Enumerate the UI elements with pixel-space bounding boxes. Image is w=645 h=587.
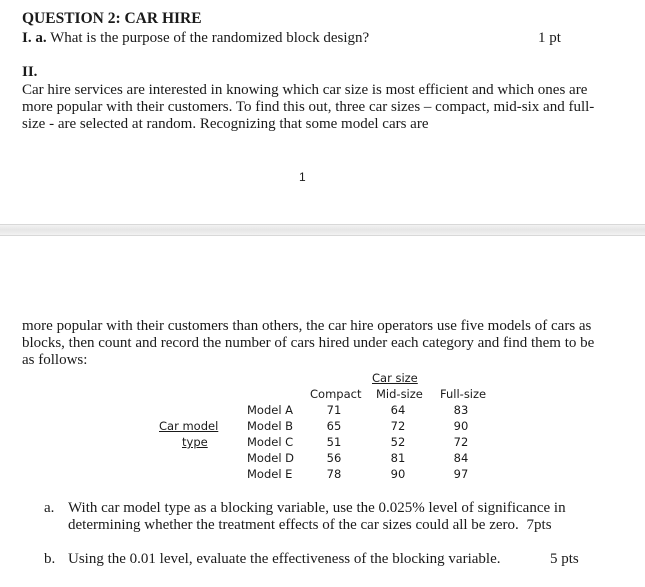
table-row-label: Model E (247, 467, 293, 481)
task-b (44, 551, 604, 569)
table-cell: 65 (326, 419, 342, 433)
table-row-label: Model B (247, 419, 294, 433)
task-marker: b. (44, 551, 56, 567)
table-cell: 97 (453, 467, 469, 481)
table-cell: 84 (453, 451, 469, 465)
page-break (0, 224, 645, 236)
part-i-points: 1 pt (538, 30, 561, 46)
table-cell: 90 (453, 419, 469, 433)
part-i-question (22, 30, 369, 47)
task-marker: a. (44, 500, 55, 516)
part-i-letter: a. (35, 30, 47, 46)
row-group-label-line1: Car model (159, 419, 219, 433)
question-title: QUESTION 2: CAR HIRE (22, 10, 202, 27)
table-cell: 78 (326, 467, 342, 481)
table-cell: 71 (326, 403, 342, 417)
table-cell: 81 (390, 451, 406, 465)
table-cell: 56 (326, 451, 342, 465)
task-body (68, 551, 606, 568)
task-body (68, 500, 606, 534)
column-header-compact: Compact (310, 387, 362, 401)
table-row-label: Model D (247, 451, 295, 465)
table-cell: 72 (390, 419, 406, 433)
table-cell: 72 (453, 435, 469, 449)
part-ii-label: II. (22, 64, 38, 80)
table-cell: 90 (390, 467, 406, 481)
task-a (44, 500, 604, 536)
task-text: Using the 0.01 level, evaluate the effectiveness of the blocking variable. (68, 551, 501, 567)
table-cell: 52 (390, 435, 406, 449)
column-header-mid-size: Mid-size (376, 387, 423, 401)
column-header-full-size: Full-size (440, 387, 487, 401)
intro-paragraph-page1: Car hire services are interested in knowing which car size is most efficient and which ones are more popular with their customers. To find this out, three car sizes – compact, mid-six and full-size - are selected at random. Recognizing that some model cars are (22, 82, 595, 132)
task-text: With car model type as a blocking variable, use the 0.025% level of significance in determining whether the treatment effects of the car sizes could all be zero. (68, 500, 566, 533)
page-number: 1 (299, 170, 306, 184)
part-i-prefix: I. (22, 30, 32, 46)
row-group-label-line2: type (182, 435, 208, 449)
table-cell: 51 (326, 435, 342, 449)
table-cell: 64 (390, 403, 406, 417)
column-group-header: Car size (372, 371, 418, 385)
task-b-points: 5 pts (550, 551, 579, 567)
table-cell: 83 (453, 403, 469, 417)
part-i-text: What is the purpose of the randomized block design? (50, 30, 370, 46)
table-row-label: Model C (247, 435, 294, 449)
table-row-label: Model A (247, 403, 294, 417)
task-points: 7pts (526, 517, 552, 533)
intro-paragraph-page2: more popular with their customers than others, the car hire operators use five models of cars as blocks, then count and record the number of cars hired under each category and find them to be as follows: (22, 318, 595, 368)
